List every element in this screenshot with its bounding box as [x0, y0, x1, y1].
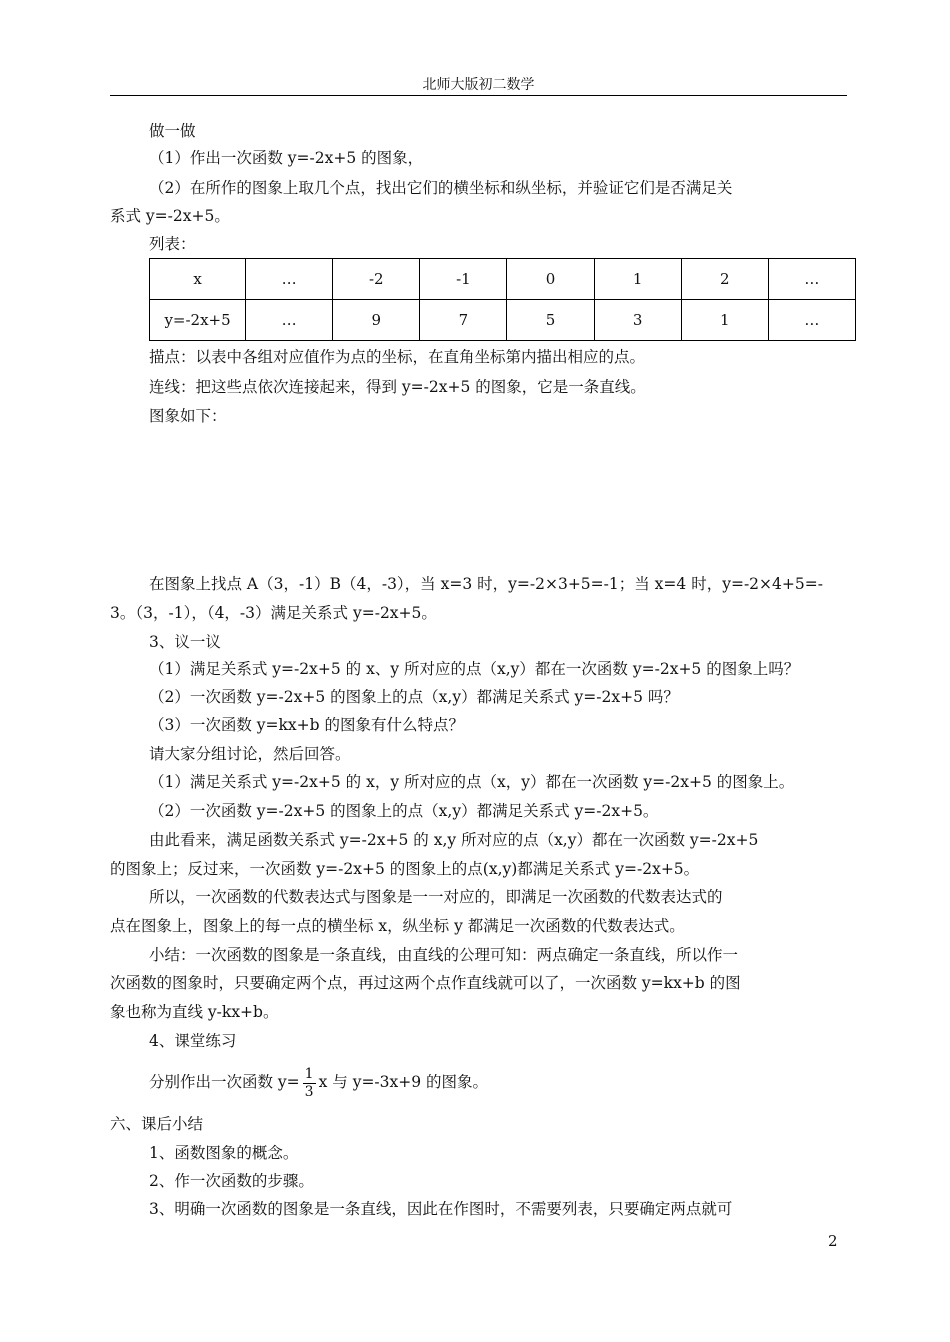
exercise-text-post: x 与 y=-3x+9 的图象。: [318, 1073, 489, 1091]
paragraph-line: 3、明确一次函数的图象是一条直线，因此在作图时，不需要列表，只要确定两点就可: [149, 1200, 733, 1218]
paragraph-line: 图象如下：: [149, 407, 227, 425]
paragraph-line: 象也称为直线 y-kx+b。: [110, 1003, 279, 1021]
table-cell: …: [768, 259, 855, 300]
table-cell: 5: [507, 300, 594, 341]
table-cell: -2: [333, 259, 420, 300]
table-cell: …: [768, 300, 855, 341]
paragraph-line: 2、作一次函数的步骤。: [149, 1172, 314, 1190]
paragraph-line: 点在图象上，图象上的每一点的横坐标 x，纵坐标 y 都满足一次函数的代数表达式。: [110, 917, 685, 935]
paragraph-line: 的图象上；反过来，一次函数 y=-2x+5 的图象上的点(x,y)都满足关系式 y=-2x+5。: [110, 860, 700, 878]
section-heading: 六、课后小结: [110, 1115, 204, 1133]
paragraph-line: 3。（3，-1），（4，-3）满足关系式 y=-2x+5。: [110, 604, 437, 622]
paragraph-line: （2）一次函数 y=-2x+5 的图象上的点（x,y）都满足关系式 y=-2x+5。: [149, 802, 659, 820]
paragraph-line: 请大家分组讨论，然后回答。: [149, 745, 351, 763]
paragraph-line: （1）满足关系式 y=-2x+5 的 x、y 所对应的点（x,y）都在一次函数 y=-2x+5 的图象上吗？: [149, 660, 800, 678]
value-table: [149, 258, 856, 341]
table-cell: …: [246, 259, 333, 300]
page-header: [110, 75, 847, 96]
fraction-one-third: [303, 1066, 316, 1101]
table-cell: 0: [507, 259, 594, 300]
table-cell: 9: [333, 300, 420, 341]
table-cell: 1: [594, 259, 681, 300]
table-cell: 1: [681, 300, 768, 341]
table-cell: 7: [420, 300, 507, 341]
paragraph-line: 在图象上找点 A（3，-1）B（4，-3），当 x=3 时，y=-2×3+5=-1；当 x=4 时，y=-2×4+5=-: [149, 575, 823, 593]
table-cell: 2: [681, 259, 768, 300]
fraction-denominator: 3: [304, 1083, 314, 1100]
paragraph-line: （3）一次函数 y=kx+b 的图象有什么特点？: [149, 716, 465, 734]
table-row: [150, 259, 856, 300]
table-cell: -1: [420, 259, 507, 300]
paragraph-line: 次函数的图象时，只要确定两个点，再过这两个点作直线就可以了，一次函数 y=kx+b 的图: [110, 974, 741, 992]
paragraph-line: （2）在所作的图象上取几个点，找出它们的横坐标和纵坐标，并验证它们是否满足关: [149, 179, 733, 197]
table-row: [150, 300, 856, 341]
section-heading: 4、课堂练习: [149, 1032, 237, 1050]
table-cell: x: [150, 259, 246, 300]
paragraph-line: 系式 y=-2x+5。: [110, 207, 230, 225]
page-number: 2: [828, 1232, 838, 1250]
paragraph-line: （1）作出一次函数 y=-2x+5 的图象，: [149, 149, 424, 167]
fraction-numerator: 1: [304, 1065, 314, 1082]
paragraph-line: （1）满足关系式 y=-2x+5 的 x，y 所对应的点（x，y）都在一次函数 y=-2x+5 的图象上。: [149, 773, 795, 791]
section-heading: 做一做: [149, 122, 196, 140]
header-title: 北师大版初二数学: [422, 77, 535, 93]
paragraph-line: 连线：把这些点依次连接起来，得到 y=-2x+5 的图象，它是一条直线。: [149, 378, 646, 396]
table-cell: 3: [594, 300, 681, 341]
paragraph-line: 小结：一次函数的图象是一条直线，由直线的公理可知：两点确定一条直线，所以作一: [149, 946, 739, 964]
table-cell: …: [246, 300, 333, 341]
paragraph-line: 列表：: [149, 235, 196, 253]
paragraph-line: 1、函数图象的概念。: [149, 1144, 299, 1162]
section-heading: 3、议一议: [149, 633, 221, 651]
paragraph-line: 所以，一次函数的代数表达式与图象是一一对应的，即满足一次函数的代数表达式的: [149, 888, 723, 906]
exercise-line: [149, 1062, 488, 1102]
paragraph-line: （2）一次函数 y=-2x+5 的图象上的点（x,y）都满足关系式 y=-2x+5 吗？: [149, 688, 679, 706]
table-cell: y=-2x+5: [150, 300, 246, 341]
exercise-text-pre: 分别作出一次函数 y=: [149, 1073, 300, 1091]
paragraph-line: 描点：以表中各组对应值作为点的坐标，在直角坐标第内描出相应的点。: [149, 348, 646, 366]
paragraph-line: 由此看来，满足函数关系式 y=-2x+5 的 x,y 所对应的点（x,y）都在一次函数 y=-2x+5: [149, 831, 759, 849]
